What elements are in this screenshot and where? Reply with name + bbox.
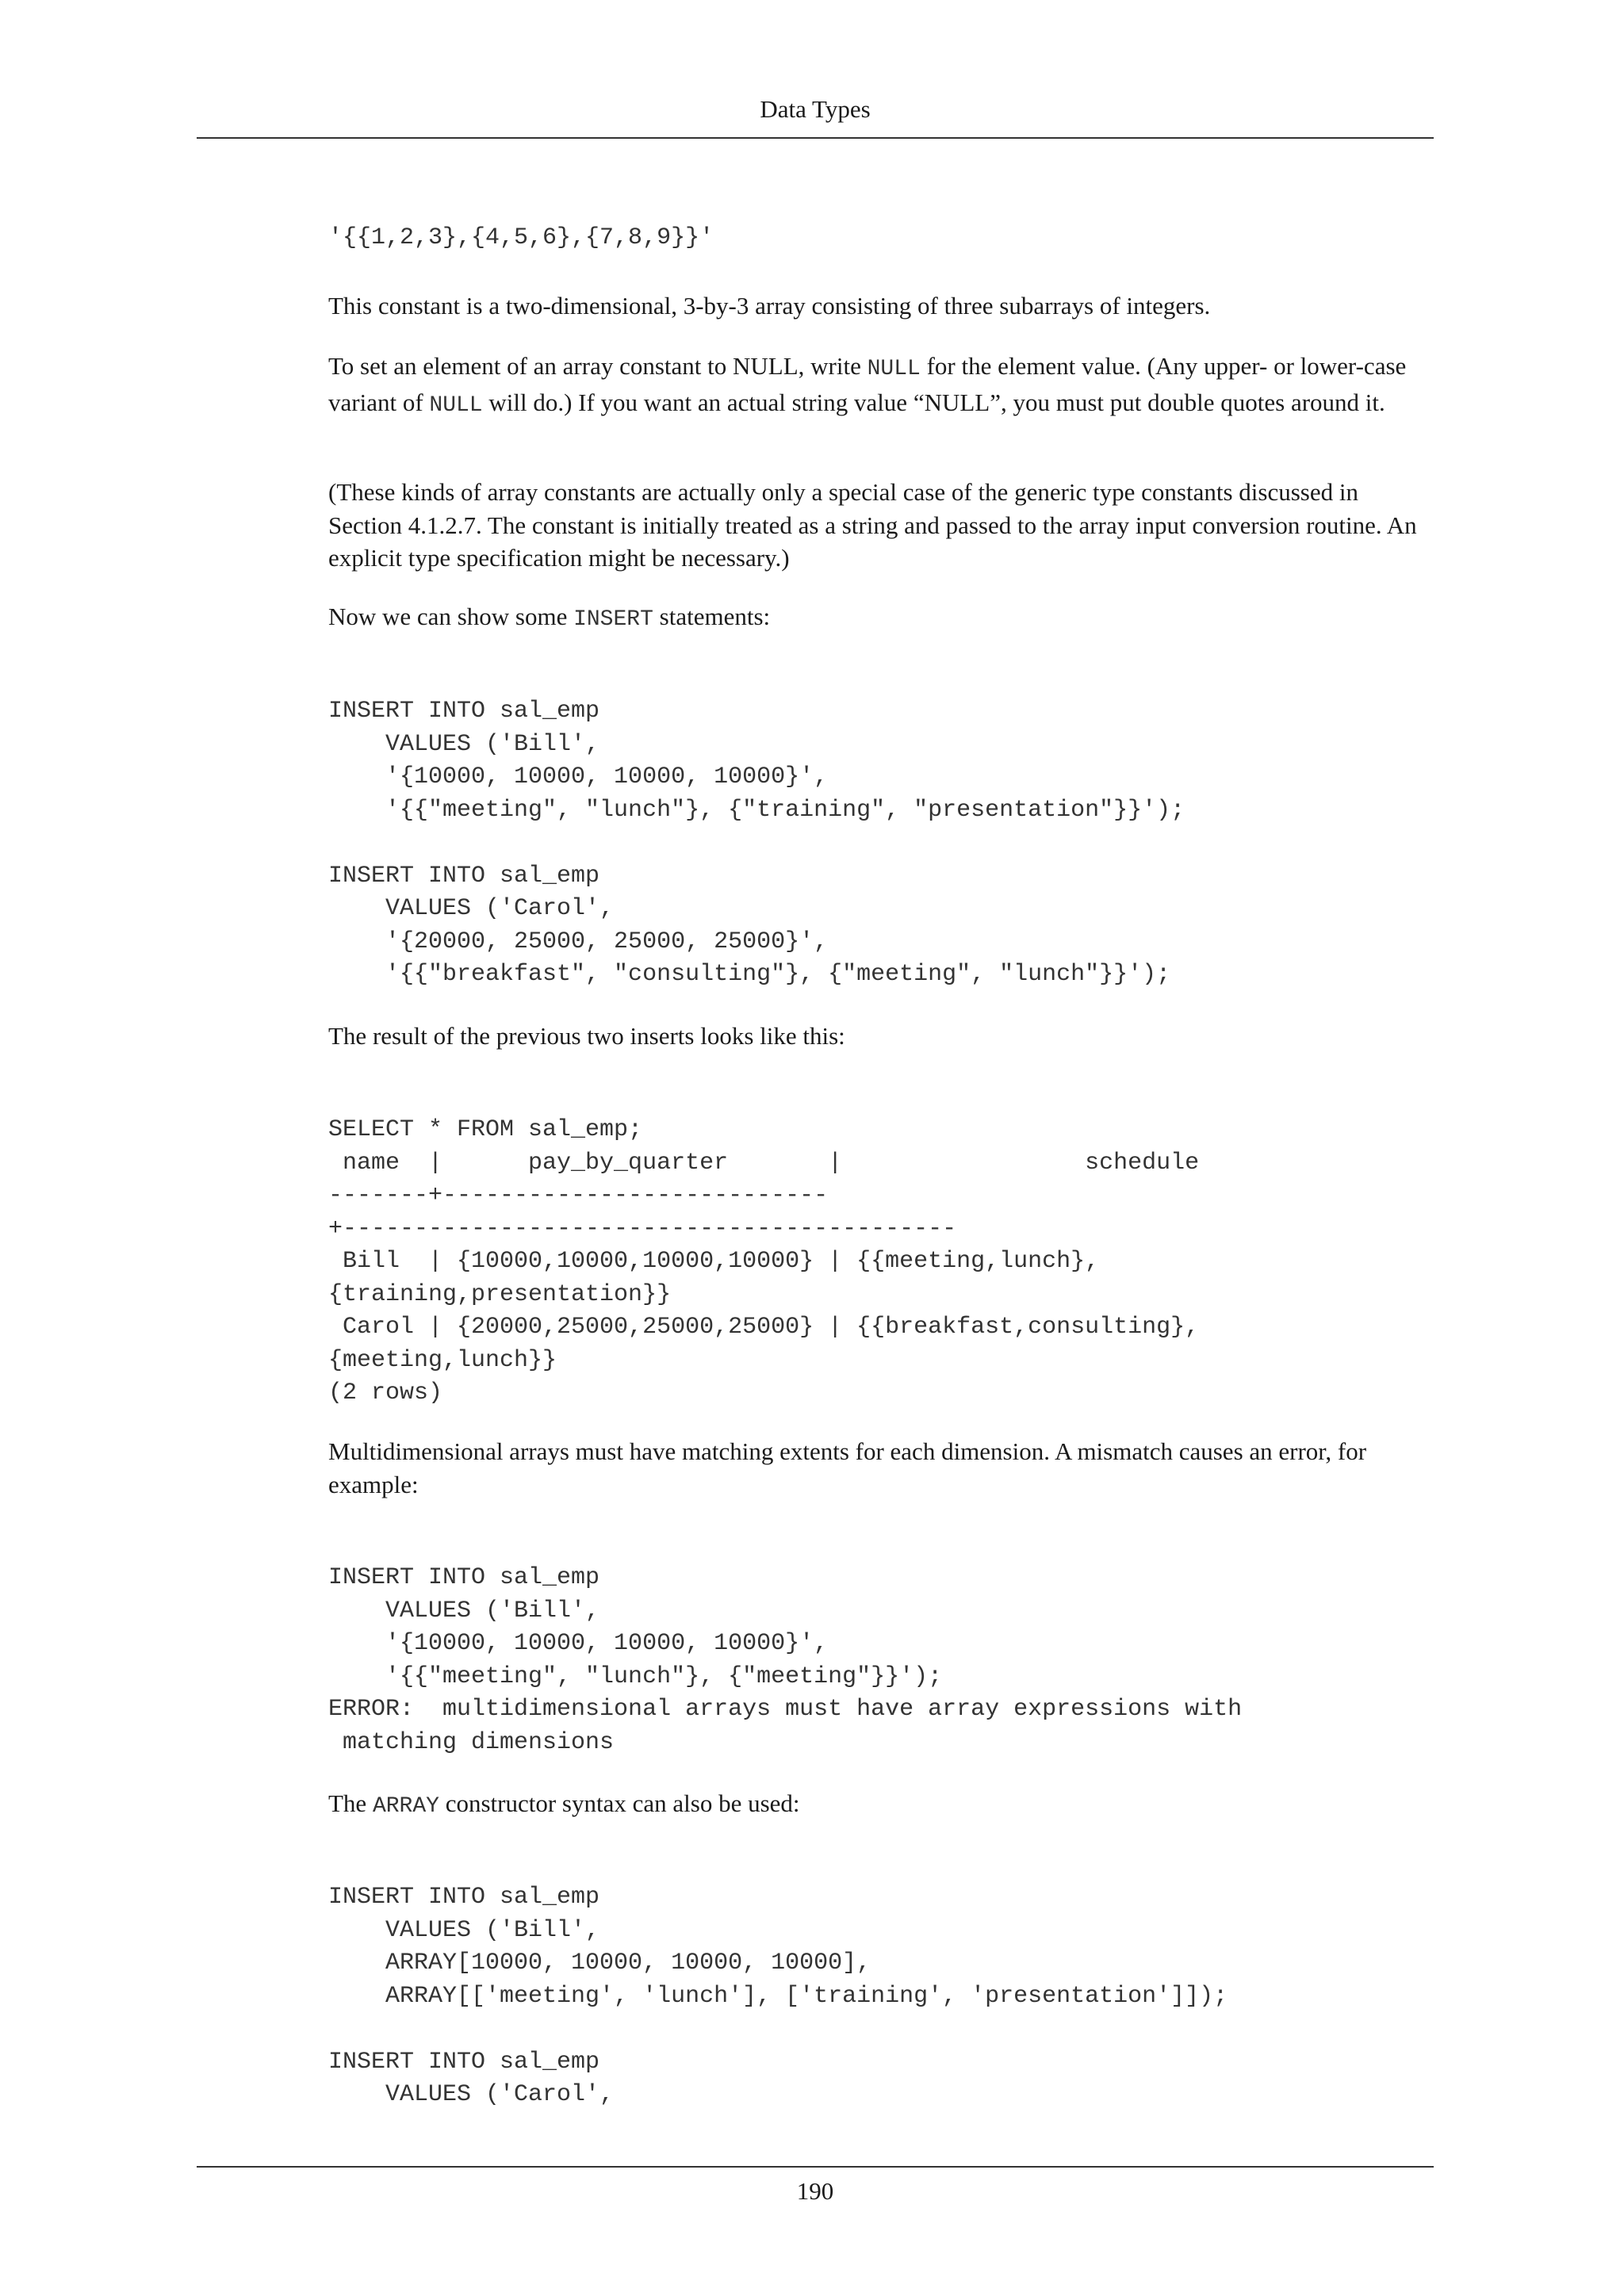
inline-code-null: NULL [429, 392, 483, 418]
paragraph-array-constructor: The ARRAY constructor syntax can also be used: [328, 1789, 800, 1819]
paragraph-result: The result of the previous two inserts looks like this: [328, 1022, 845, 1050]
code-block-insert-statements: INSERT INTO sal_emp VALUES ('Bill', '{10000, 10000, 10000, 10000}', '{{"meeting", "lunch"}, {"training", "presentation"}}'); INSERT INTO sal_emp VALUES ('Carol', '{20000, 25000, 25000, 25000}', '{{"breakfast", "consulting"}, {"meeting", "lunch"}}'); [328, 698, 1185, 988]
paragraph-matching-extents: Multidimensional arrays must have matching extents for each dimension. A mismatch causes an error, for example: [328, 1437, 1367, 1498]
code-block-array-constructor: INSERT INTO sal_emp VALUES ('Bill', ARRAY[10000, 10000, 10000, 10000], ARRAY[['meeting', 'lunch'], ['training', 'presentation']]); INSERT INTO sal_emp VALUES ('Carol', [328, 1884, 1228, 2108]
page-number: 190 [796, 2177, 834, 2205]
paragraph-generic-constants: (These kinds of array constants are actually only a special case of the generic type constants discussed in Section 4.1.2.7. The constant is initially treated as a string and passed to the array input conversion routine. An explicit type specification might be necessary.) [328, 478, 1417, 572]
inline-code-null: NULL [867, 357, 921, 381]
inline-code-array: ARRAY [372, 1794, 439, 1819]
array-constant-example: '{{1,2,3},{4,5,6},{7,8,9}}' [328, 224, 714, 251]
paragraph-null-elements: To set an element of an array constant to NULL, write NULL for the element value. (Any upper- or lower-case variant of NULL will do.) If you want an actual string value “NULL”, you must put double quotes around it. [328, 352, 1407, 418]
inline-code-insert: INSERT [573, 607, 653, 632]
code-block-mismatch-error: INSERT INTO sal_emp VALUES ('Bill', '{10000, 10000, 10000, 10000}', '{{"meeting", "lunch"}, {"meeting"}}'); ERROR: multidimensional arrays must have array expressions with matching dimensions [328, 1564, 1243, 1756]
code-block-select-output: SELECT * FROM sal_emp; name | pay_by_quarter | schedule -------+--------------------------- +------------------------------------------- Bill | {10000,10000,10000,10000} | {{meeting,lunch}, {training,presentation}} Carol | {20000,25000,25000,25000} | {{breakfast,consulting}, {meeting,lunch}} (2 rows) [328, 1116, 1200, 1406]
footer-rule [197, 2166, 1434, 2168]
paragraph-two-dimensional: This constant is a two-dimensional, 3-by-3 array consisting of three subarrays of integers. [328, 292, 1211, 320]
running-header: Data Types [760, 95, 871, 123]
header-rule [197, 137, 1434, 139]
paragraph-insert-intro: Now we can show some INSERT statements: [328, 603, 771, 632]
